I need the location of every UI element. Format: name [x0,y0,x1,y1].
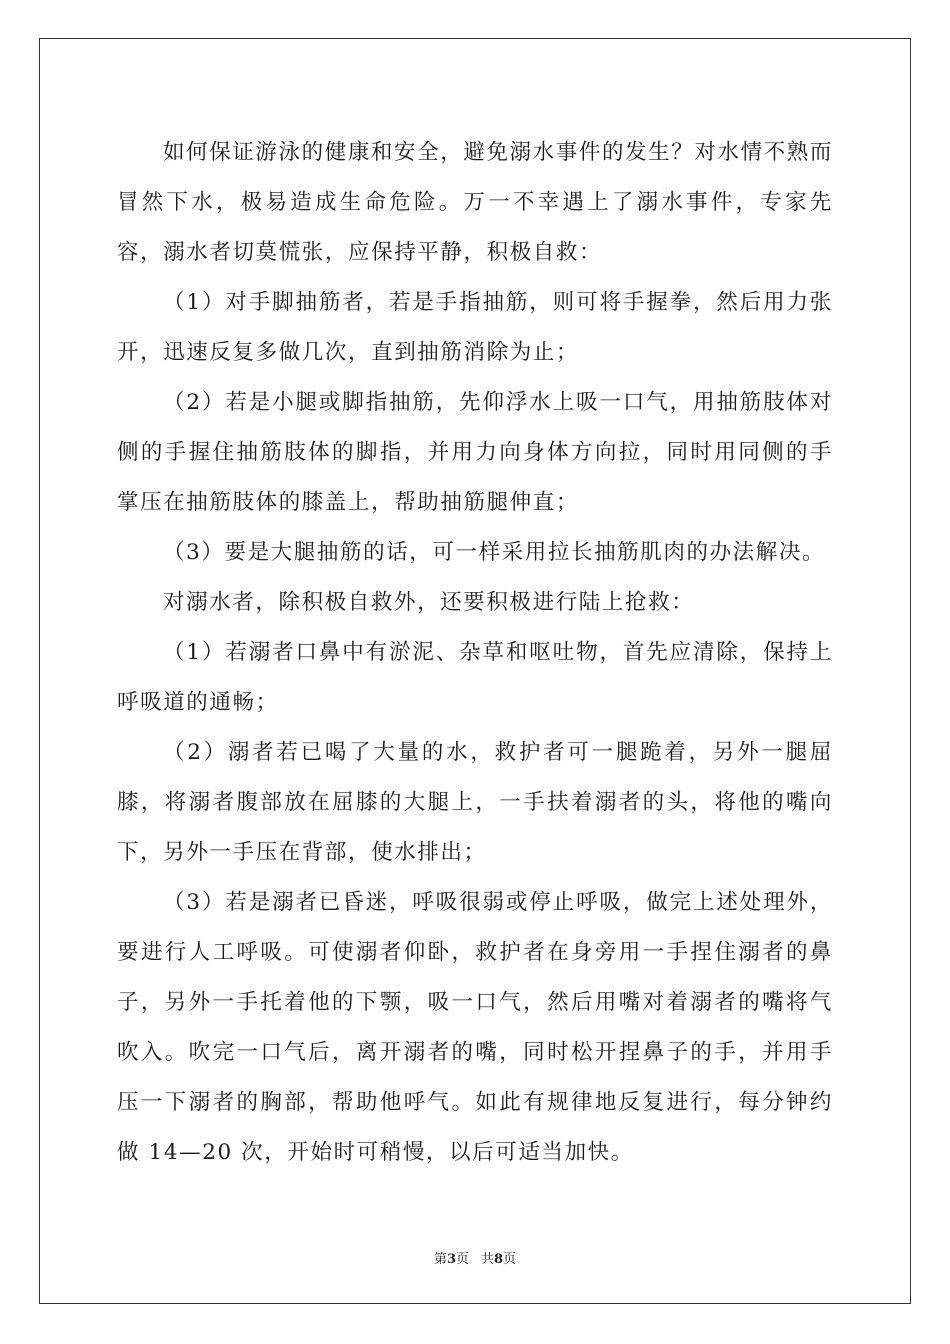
page-unit: 页 [455,1252,469,1267]
paragraph-land-rescue-1: （1）若溺者口鼻中有淤泥、杂草和呕吐物，首先应清除，保持上呼吸道的通畅； [117,640,833,715]
page-current: 3 [446,1252,456,1267]
paragraph-self-rescue-2: （2）若是小腿或脚指抽筋，先仰浮水上吸一口气，用抽筋肢体对侧的手握住抽筋肢体的脚指，并用力向身体方向拉，同时用同侧的手掌压在抽筋肢体的膝盖上，帮助抽筋腿伸直； [117,390,833,515]
total-unit: 页 [503,1252,517,1267]
paragraph-land-rescue-2: （2）溺者若已喝了大量的水，救护者可一腿跪着，另外一腿屈膝，将溺者腹部放在屈膝的大腿上，一手扶着溺者的头，将他的嘴向下，另外一手压在背部，使水排出； [117,740,833,865]
paragraph-land-rescue-3: （3）若是溺者已昏迷，呼吸很弱或停止呼吸，做完上述处理外，要进行人工呼吸。可使溺者仰卧，救护者在身旁用一手捏住溺者的鼻子，另外一手托着他的下颚，吸一口气，然后用嘴对着溺者的嘴将气吹入。吹完一口气后，离开溺者的嘴，同时松开捏鼻子的手，并用手压一下溺者的胸部，帮助他呼气。如此有规律地反复进行，每分钟约做 14—20 次，开始时可稍慢，以后可适当加快。 [117,890,833,1165]
paragraph-self-rescue-1: （1）对手脚抽筋者，若是手指抽筋，则可将手握拳，然后用力张开，迅速反复多做几次，直到抽筋消除为止； [117,290,833,365]
total-prefix: 共 [481,1252,495,1267]
paragraph-self-rescue-3: （3）要是大腿抽筋的话，可一样采用拉长抽筋肌肉的办法解决。 [163,540,826,565]
page-prefix: 第 [433,1252,447,1267]
paragraph-land-rescue-intro: 对溺水者，除积极自救外，还要积极进行陆上抢救： [163,590,695,615]
page-total: 8 [494,1252,504,1267]
document-body [117,128,833,1178]
paragraph-intro: 如何保证游泳的健康和安全，避免溺水事件的发生？对水情不熟而冒然下水，极易造成生命危险。万一不幸遇上了溺水事件，专家先容，溺水者切莫慌张，应保持平静，积极自救： [117,140,833,265]
page-footer [0,1248,950,1267]
